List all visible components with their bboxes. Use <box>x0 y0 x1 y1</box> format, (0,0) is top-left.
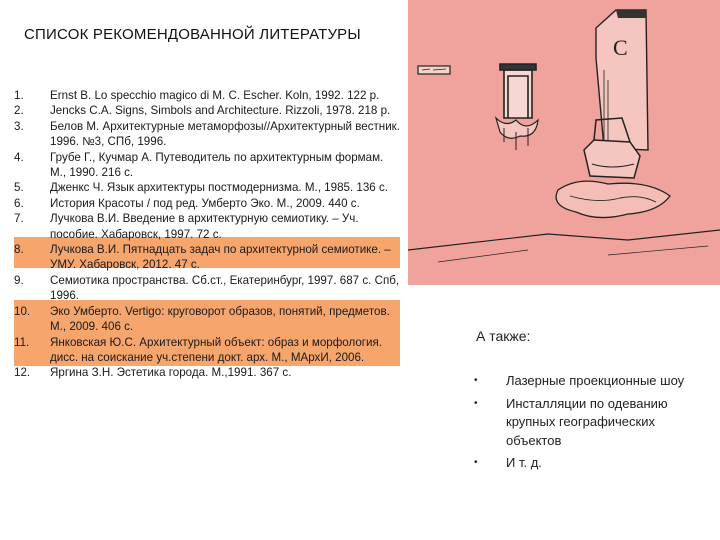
reference-number: 11. <box>14 335 30 349</box>
reference-number: 3. <box>14 119 24 133</box>
reference-item <box>14 211 400 242</box>
reference-number: 2. <box>14 104 24 118</box>
reference-item <box>14 365 400 380</box>
reference-item <box>14 335 400 366</box>
bullet-icon: • <box>474 397 478 409</box>
bullet-icon: • <box>474 375 478 386</box>
reference-item <box>14 150 400 181</box>
also-item-text: Инсталляции по одеванию крупных географических объектов <box>506 395 668 448</box>
also-item <box>470 395 710 451</box>
reference-text: Дженкс Ч. Язык архитектуры постмодернизма. М., 1985. 136 с. <box>50 181 388 195</box>
reference-text: Белов М. Архитектурные метаморфозы//Архитектурный вестник. 1996. №3, СПб, 1996. <box>50 119 400 149</box>
reference-number: 12. <box>14 366 31 380</box>
also-item-text: Лазерные проекционные шоу <box>506 373 685 388</box>
reference-number: 10. <box>14 304 31 318</box>
reference-text: Лучкова В.И. Введение в архитектурную семиотику. – Уч. пособие. Хабаровск, 1997. 72 с. <box>50 212 359 241</box>
reference-item <box>14 242 400 273</box>
also-item <box>470 454 710 473</box>
reference-number: 4. <box>14 150 24 164</box>
reference-item <box>14 273 400 304</box>
reference-item <box>14 304 400 335</box>
reference-item <box>14 180 400 195</box>
also-heading: А также: <box>476 328 531 344</box>
reference-item <box>14 119 400 150</box>
reference-text: Лучкова В.И. Пятнадцать задач по архитектурной семиотике. – УМУ. Хабаровск, 2012. 47 с. <box>50 243 391 272</box>
reference-item <box>14 103 400 118</box>
reference-text: Jencks C.A. Signs, Simbols and Architecture. Rizzoli, 1978. 218 p. <box>50 104 391 118</box>
reference-number: 7. <box>14 212 24 226</box>
reference-number: 1. <box>14 89 24 102</box>
page-title: СПИСОК РЕКОМЕНДОВАННОЙ ЛИТЕРАТУРЫ <box>24 26 361 43</box>
also-item <box>470 372 710 391</box>
reference-item <box>14 196 400 211</box>
reference-text: Грубе Г., Кучмар А. Путеводитель по архитектурным формам. М., 1990. 216 с. <box>50 150 384 180</box>
reference-number: 6. <box>14 196 24 210</box>
bullet-icon: • <box>474 457 478 469</box>
reference-number: 8. <box>14 243 24 257</box>
reference-number: 9. <box>14 273 24 287</box>
reference-number: 5. <box>14 181 24 195</box>
reference-text: Яргина З.Н. Эстетика города. М.,1991. 367 с. <box>50 366 292 380</box>
reference-text: Эко Умберто. Vertigo: круговорот образов, понятий, предметов. М., 2009. 406 с. <box>50 304 390 334</box>
reference-text: Семиотика пространства. Сб.ст., Екатеринбург, 1997. 687 с. Спб, 1996. <box>50 273 400 303</box>
reference-text: История Красоты / под ред. Умберто Эко. М., 2009. 440 с. <box>50 196 360 210</box>
reference-text: Ernst B. Lo specchio magico di M. C. Escher. Koln, 1992. 122 p. <box>50 89 380 102</box>
door-letter: C <box>613 35 628 60</box>
also-list <box>470 372 710 477</box>
reference-list <box>14 88 400 381</box>
reference-item <box>14 88 400 103</box>
reference-text: Янковская Ю.С. Архитектурный объект: образ и морфология. дисс. на соискание уч.степени докт. арх. М., МАрхИ, 2006. <box>50 335 383 364</box>
architectural-sketch-image <box>408 0 720 285</box>
also-item-text: И т. д. <box>506 455 542 471</box>
sketch-drawing <box>408 0 720 285</box>
